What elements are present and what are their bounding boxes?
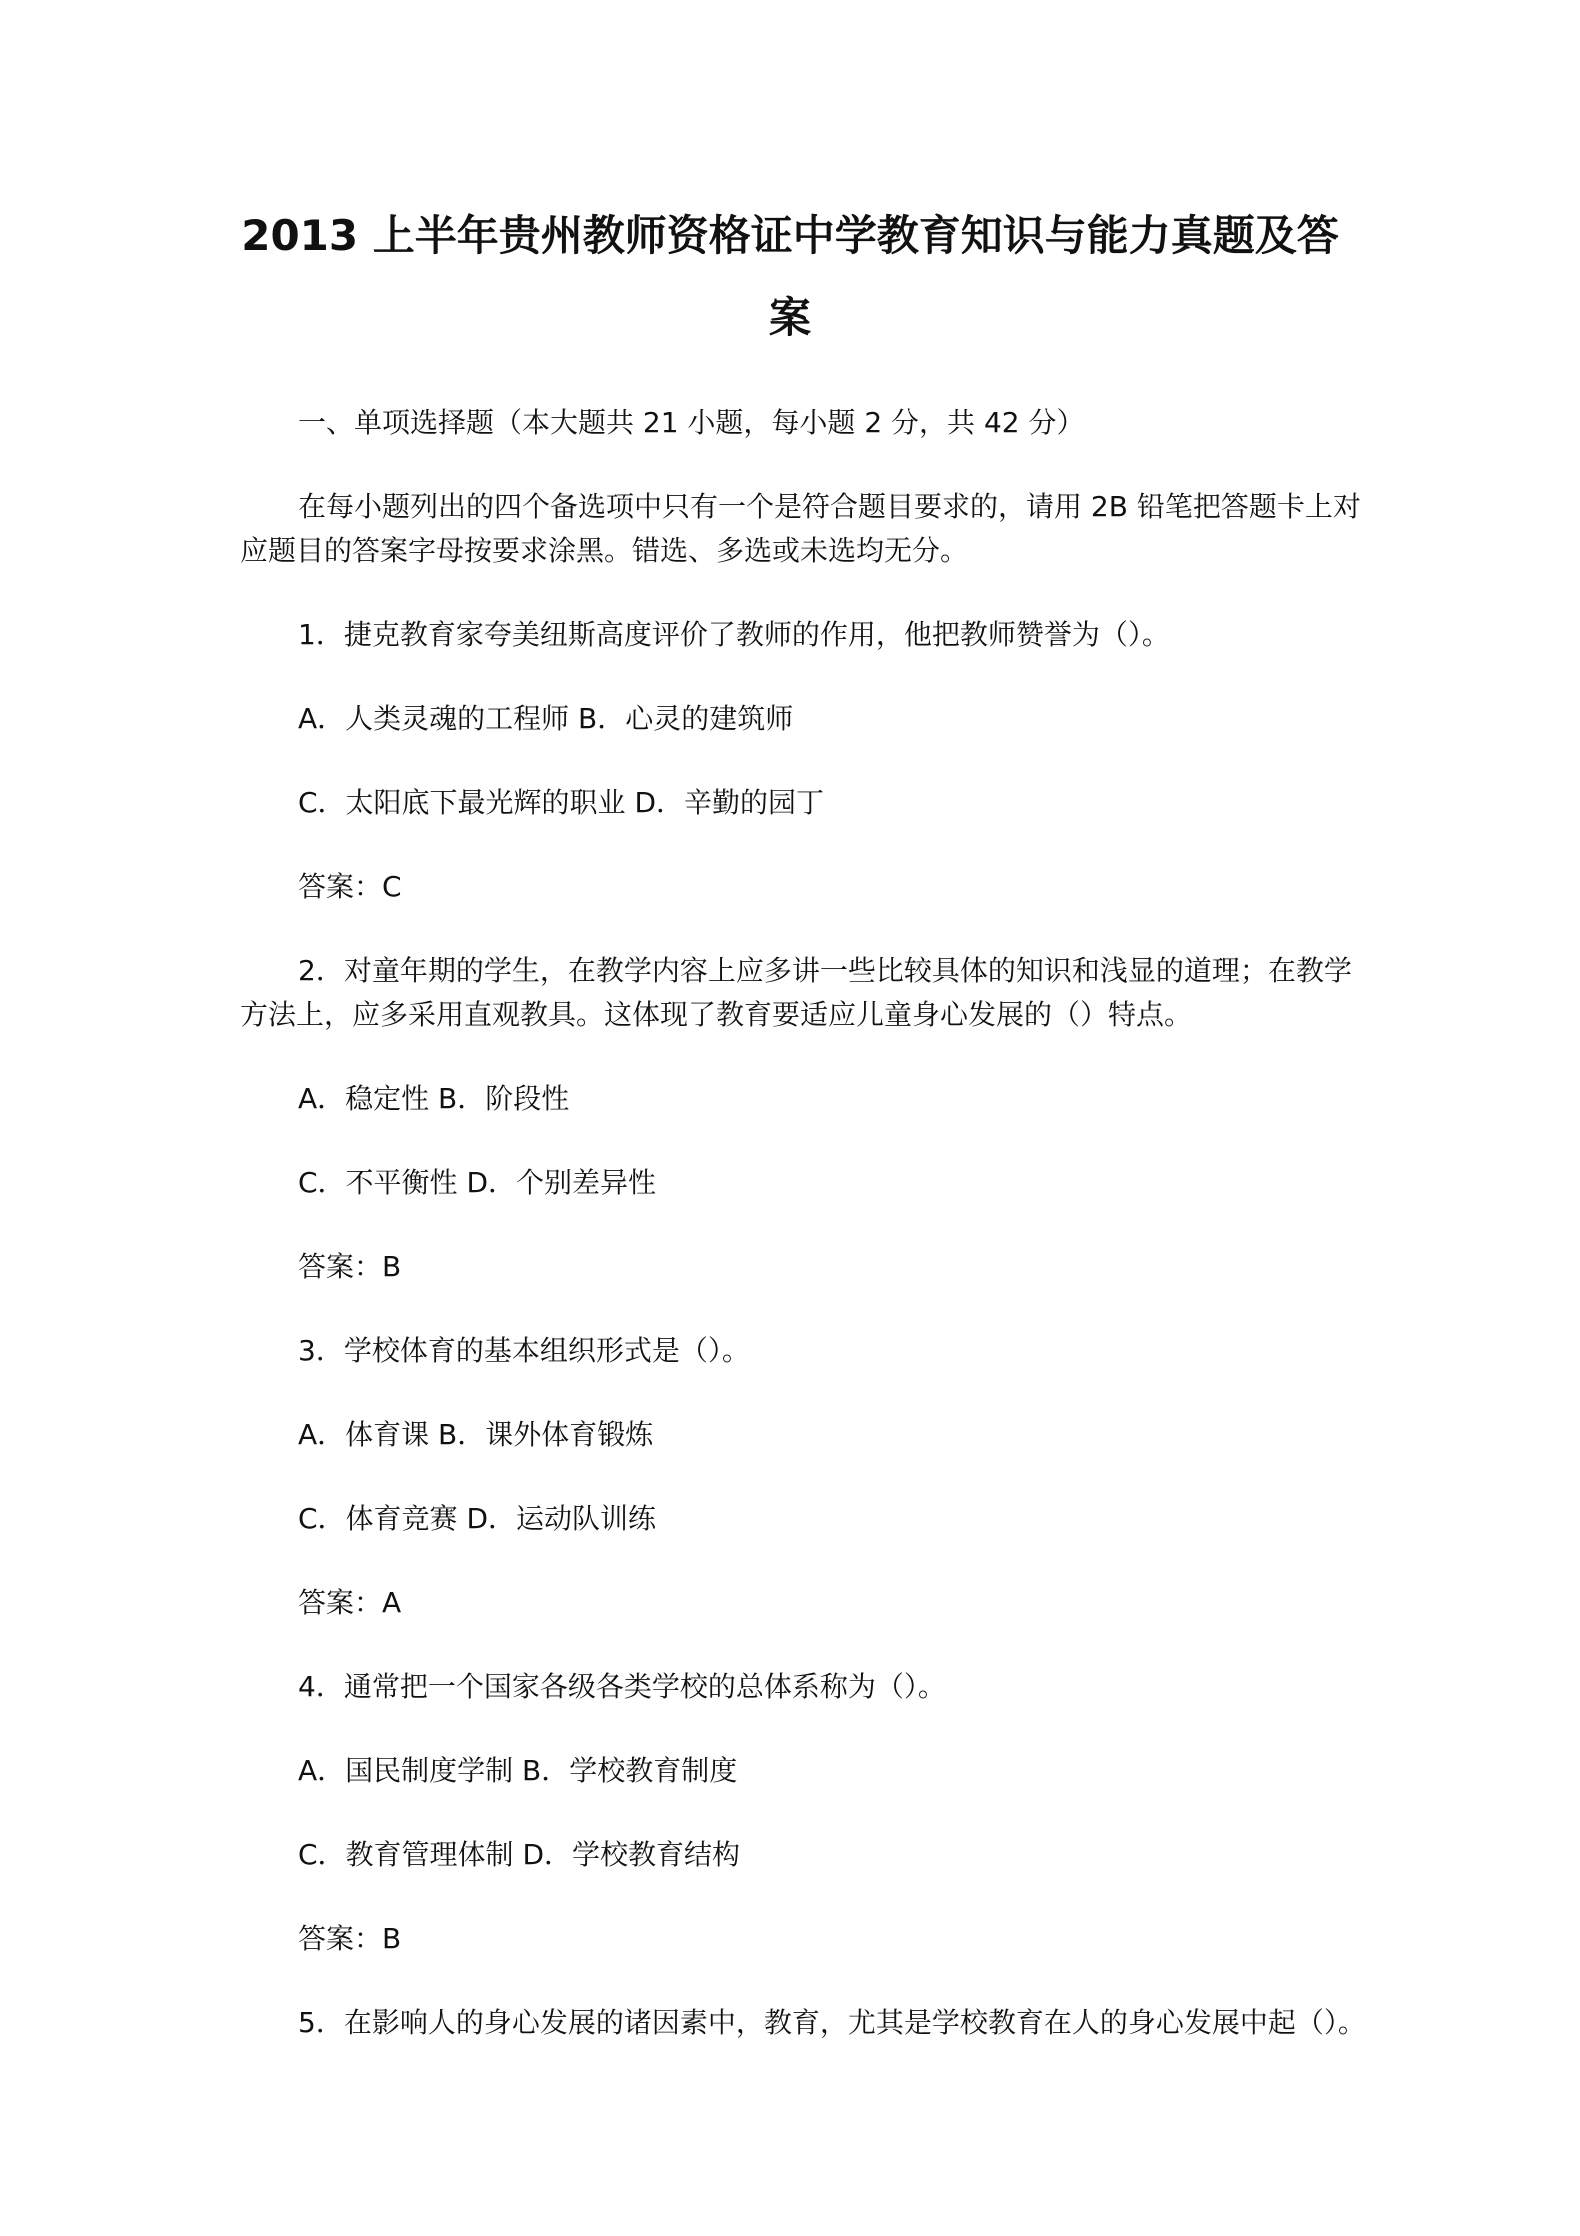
instructions-line-1: 在每小题列出的四个备选项中只有一个是符合题目要求的，请用 2B 铅笔把答题卡上对 bbox=[298, 490, 1361, 523]
question-3-options-cd: C．体育竞赛 D．运动队训练 bbox=[298, 1502, 657, 1535]
question-1-stem: 1．捷克教育家夸美纽斯高度评价了教师的作用，他把教师赞誉为（）。 bbox=[298, 618, 1170, 651]
question-3-answer: 答案：A bbox=[298, 1586, 402, 1619]
question-3-stem: 3．学校体育的基本组织形式是（）。 bbox=[298, 1334, 750, 1367]
document-title-line-2: 案 bbox=[768, 293, 811, 342]
question-5-stem: 5．在影响人的身心发展的诸因素中，教育，尤其是学校教育在人的身心发展中起（）。 bbox=[298, 2006, 1366, 2039]
question-4-options-ab: A．国民制度学制 B．学校教育制度 bbox=[298, 1754, 738, 1787]
instructions-line-2: 应题目的答案字母按要求涂黑。错选、多选或未选均无分。 bbox=[240, 534, 969, 567]
question-2-options-cd: C．不平衡性 D．个别差异性 bbox=[298, 1166, 657, 1199]
question-2-options-ab: A．稳定性 B．阶段性 bbox=[298, 1082, 570, 1115]
document-title-line-1: 2013 上半年贵州教师资格证中学教育知识与能力真题及答 bbox=[241, 211, 1339, 260]
question-2-stem: 2．对童年期的学生，在教学内容上应多讲一些比较具体的知识和浅显的道理；在教学 bbox=[298, 954, 1352, 987]
question-1-options-cd: C．太阳底下最光辉的职业 D．辛勤的园丁 bbox=[298, 786, 825, 819]
question-2-stem-continued: 方法上，应多采用直观教具。这体现了教育要适应儿童身心发展的（）特点。 bbox=[240, 998, 1193, 1031]
question-4-answer: 答案：B bbox=[298, 1922, 402, 1955]
question-4-stem: 4．通常把一个国家各级各类学校的总体系称为（）。 bbox=[298, 1670, 946, 1703]
question-4-options-cd: C．教育管理体制 D．学校教育结构 bbox=[298, 1838, 741, 1871]
question-3-options-ab: A．体育课 B．课外体育锻炼 bbox=[298, 1418, 654, 1451]
section-heading: 一、单项选择题（本大题共 21 小题，每小题 2 分，共 42 分） bbox=[298, 406, 1085, 439]
question-1-answer: 答案：C bbox=[298, 870, 402, 903]
question-1-options-ab: A．人类灵魂的工程师 B．心灵的建筑师 bbox=[298, 702, 794, 735]
question-2-answer: 答案：B bbox=[298, 1250, 402, 1283]
